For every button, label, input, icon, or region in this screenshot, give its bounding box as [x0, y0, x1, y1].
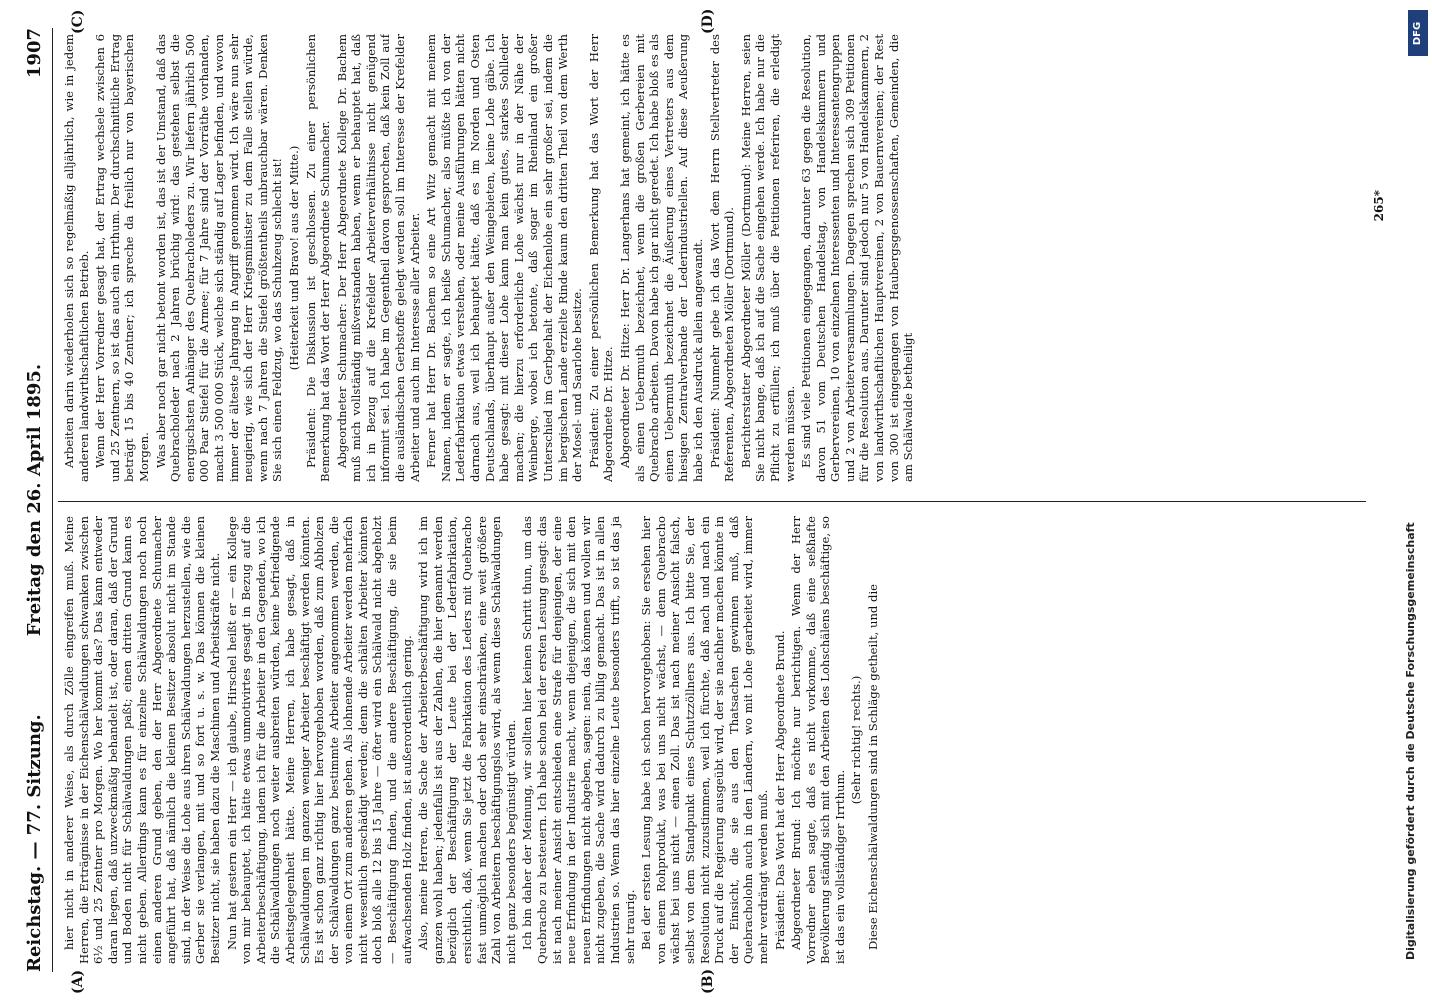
signature-number: 265* — [1372, 190, 1386, 222]
paragraph: Abgeordneter Schumacher: Der Herr Abgeordnete Kollege Dr. Bachem muß mich vollständig mißverstanden haben, wenn er behauptet hat, daß ich in Bezug auf die Krefelder Arbeiterverhältnisse nicht genügend informirt sei. Ich habe im Gegentheil davon gesprochen, daß kein Zoll auf die ausländischen Gerbstoffe gelegt werden soll im Interesse der Krefelder Arbeiter und auch im Interesse aller Arbeiter. — [334, 34, 422, 482]
left-column — [62, 516, 1364, 964]
credit-text: Digitalisierung gefördert durch die Deutsche Forschungsgemeinschaft — [1404, 522, 1417, 960]
margin-letter-c: (C) — [70, 9, 86, 34]
right-column — [62, 34, 1364, 482]
paragraph: Also, meine Herren, die Sache der Arbeiterbeschäftigung wird ich im ganzen wohl haben; jedenfalls ist aus der Zahlen, die hier genannt werden bezüglich der Beschäftigung der Leute bei der Lederfabrikation, ersichtlich, daß, wenn Sie jetzt die Fabrikation des Leders mit Quebracho fast unmöglich machen oder doch sehr einschränken, eine weit größere Zahl von Arbeitern beschäftigungslos wird, als wenn diese Schälwaldungen nicht ganz besonders begünstigt würden. — [416, 516, 518, 964]
margin-letter-b: (B) — [700, 968, 716, 994]
paragraph: Präsident: Zu einer persönlichen Bemerkung hat das Wort der Herr Abgeordnete Dr. Hitze. — [586, 34, 616, 482]
paragraph: Wenn der Herr Vorredner gesagt hat, der Ertrag wechsele zwischen 6 und 25 Zentnern, so ist das auch ein Irrthum. Der durchschnittliche Ertrag beträgt 15 bis 40 Zentner; ich spreche da freilich nur von bayerischen Morgen. — [93, 34, 151, 482]
page-number: 1907 — [24, 28, 45, 79]
paragraph: Diese Eichenschälwaldungen sind in Schläge getheilt, und die — [866, 583, 881, 950]
paragraph: Präsident: Die Diskussion ist geschlossen. Zu einer persönlichen Bemerkung hat das Wort der Herr Abgeordnete Schumacher. — [303, 34, 333, 482]
column-divider — [58, 501, 1366, 502]
logo-text: DFG — [1412, 21, 1424, 45]
margin-letter-d: (D) — [700, 8, 716, 34]
dfg-logo — [1408, 10, 1428, 56]
digitization-credit — [1404, 0, 1430, 1000]
paragraph: Was aber noch gar nicht betont worden ist, das ist der Umstand, daß das Quebracholeder nach 2 Jahren brüchig wird: das gestehen selbst die energischsten Anhänger des Quebracholeders zu. Wir liefern jährlich 500 000 Paar Stiefel für die Armee; für 7 Jahre sind der Vorräthe vorhanden, macht 3 500 000 Stück, welche sich ständig auf Lager befinden, und wovon immer der älteste Jahrgang in Angriff genommen wird. Ich wäre nun sehr neugierig, wie sich der Herr Kriegsminister zu dem Falle stellen würde, wenn nach 7 Jahren die Stiefel größtentheils unbrauchbar wären. Denken Sie sich einen Feldzug, wo das Schuhzeug schlecht ist! — [153, 34, 285, 482]
paragraph: Berichterstatter Abgeordneter Möller (Dortmund): Meine Herren, seien Sie nicht bange, daß ich auf die Sache eingehen werde. Ich habe nur die Pflicht zu erfüllen; ich muß über die Petitionen referiren, die erledigt werden müssen. — [738, 34, 797, 482]
paragraph: Ich bin daher der Meinung, wir sollten hier keinen Schritt thun, um das Quebracho zu besteuern. Ich habe schon bei der ersten Lesung gesagt: das ist nach meiner Ansicht entschieden eine Strafe für denjenigen, der eine neue Erfindung in der Industrie macht, wenn diejenigen, die sich mit den neuen Erfindungen nicht abgeben, sagen: nein, das können und wollen wir nicht zugeben, die Sache wird dadurch zu billig gemacht. Das ist in allen Industrien so. Wenn das hier einzelne Leute besonders trifft, so ist das ja sehr traurig. — [520, 516, 637, 964]
paragraph: Nun hat gestern ein Herr — ich glaube, Hirschel heißt er — ein Kollege von mir behauptet, ich hätte etwas unmotivirtes gesagt in Bezug auf die Arbeiterbeschäftigung, indem ich für die Arbeiter in den Gegenden, wo ich die Schälwaldungen noch weiter ausbreiten würden, keine befriedigende Arbeitsgelegenheit hätte. Meine Herren, ich habe gesagt, daß in Schälwaldungen im ganzen weniger Arbeiter beschäftigt werden könnten. Es ist schon ganz richtig hier hervorgehoben worden, daß zum Abholzen der Schälwaldungen ganz bestimmte Arbeiter angenommen werden, die von einem Ort zum anderen gehen. Als lohnende Arbeiter werden mehrfach nicht wesentlich geschädigt werden; denn die schälten Arbeiter könnten doch bloß alle 12 bis 15 Jahre — öfter wird ein Schälwald nicht abgeholzt — Beschäftigung finden, und die andere Beschäftigung, die sie beim aufwachsenden Holz finden, ist außerordentlich gering. — [224, 516, 414, 964]
interjection: (Heiterkeit und Bravo! aus der Mitte.) — [286, 145, 301, 371]
paragraph: Präsident: Nunmehr gebe ich das Wort dem Herrn Stellvertreter des Referenten, Abgeordneten Möller (Dortmund). — [707, 34, 737, 482]
interjection: (Sehr richtig! rechts.) — [849, 675, 864, 805]
paragraph: Ferner hat Herr Dr. Bachem so eine Art Witz gemacht mit meinem Namen, indem er sagte, ich heiße Schumacher, also müßte ich von der Lederfabrikation etwas verstehen, oder meine Ausführungen hätten nicht darnach aus, weil ich behauptet hätte, daß es im Norden und Osten Deutschlands, überhaupt außer den Weingebieten, keine Lohe gäbe. Ich habe gesagt: mit dieser Lohe kann man kein gutes, starkes Sohlleder machen; die hierzu erforderliche Lohe wächst nur in der Nähe der Weinberge, wobei ich betonte, daß sogar im Rheinland ein großer Unterschied im Gerbgehalt der Eichenlohe ein sehr großer sei, indem die im bergischen Lande erzielte Rinde kaum den dritten Theil von dem Werth der Mosel- und Saarlohe besitze. — [424, 34, 585, 482]
paragraph: Es sind viele Petitionen eingegangen, darunter 63 gegen die Resolution, davon 51 vom Deutschen Handelstag, von Handelskammern und Gerbervereinen, 10 von einzelnen Interessenten und Interessentengruppen und 2 von Arbeiterversammlungen. Dagegen sprechen sich 309 Petitionen für die Resolution aus. Darunter sind jedoch nur 5 von Handelskammern, 2 von landwirthschaftlichen Hauptvereinen, 2 von Bauernvereinen; der Rest von 300 ist eingegangen von Haubergsgenossenschaften, Gemeinden, die am Schälwalde betheiligt — [799, 34, 916, 482]
header-date: Freitag den 26. April 1895. — [24, 363, 45, 637]
paragraph: Bei der ersten Lesung habe ich schon hervorgehoben: Sie ersehen hier von einem Rohprodukt, was bei uns nicht wächst, — denn Quebracho wächst bei uns nicht — einen Zoll. Das ist nach meiner Ansicht falsch, selbst von dem Standpunkt eines Schutzzöllners aus. Ich bitte Sie, der Resolution nicht zuzustimmen, weil ich fürchte, daß nach und nach ein Druck auf die Regierung ausgeübt wird, der sie nachher machen könnte in der Einsicht, die sie aus den Thatsachen gewinnen muß, daß Quebracholohn auch in den Ländern, wo mit Lohe gearbeitet wird, immer mehr verdrängt werden muß. — [639, 516, 770, 964]
margin-letter-a: (A) — [70, 969, 86, 994]
paragraph: Abgeordneter Brund: Ich möchte nur berichtigen. Wenn der Herr Vorredner eben sagte, daß es nicht vorkomme, daß eine seßhafte Bevölkerung ständig sich mit den Arbeiten des Lohschälens beschäftige, so ist das ein vollständiger Irrthum. — [789, 516, 847, 964]
paragraph: Präsident: Das Wort hat der Herr Abgeordnete Brund. — [772, 630, 787, 950]
paragraph: Abgeordneter Dr. Hitze: Herr Dr. Langerhans hat gemeint, ich hätte es als einen Uebermuth bezeichnet, wenn die großen Gerbereien mit Quebracho arbeiten. Davon habe ich gar nicht geredet. Ich habe bloß es als einen Uebermuth bezeichnet die Äußerung eines Vertreters aus dem hiesigen Zentralverbande der Lederindustriellen. Auf diese Aeußerung habe ich den Ausdruck allein angewandt. — [617, 34, 705, 482]
paragraph: Arbeiten darin wiederholen sich so regelmäßig alljährlich, wie in jedem anderen landwirthschaftlichen Betrieb. — [62, 34, 91, 482]
header-left: Reichstag. — 77. Sitzung. — [24, 714, 45, 972]
page-header — [18, 28, 53, 972]
paragraph: hier nicht in anderer Weise, als durch Zölle eingreifen muß. Meine Herren, die Erträgnisse in der Eichenschälwaldungen schwanken zwischen 6½ und 25 Zentner pro Morgen. Wo her kommt das? Das kann entweder daran liegen, daß unzweckmäßig behandelt ist, oder daran, daß der Grund und Boden nicht für Schälwaldungen paßt; einen dritten Grund kann es nicht geben. Allerdings kann es für einzelne Schälwaldungen noch noch einen anderen Grund geben, den der Herr Abgeordnete Schumacher angeführt hat, daß nämlich die kleinen Besitzer absolut nicht im Stande sind, in der Weise die Lohe aus ihren Schälwaldungen herzustellen, wie die Gerber sie verlangen, mit und so fort u. s. w. Das können die kleinen Besitzer nicht, sie haben dazu die Maschinen und Arbeitskräfte nicht. — [62, 516, 222, 964]
